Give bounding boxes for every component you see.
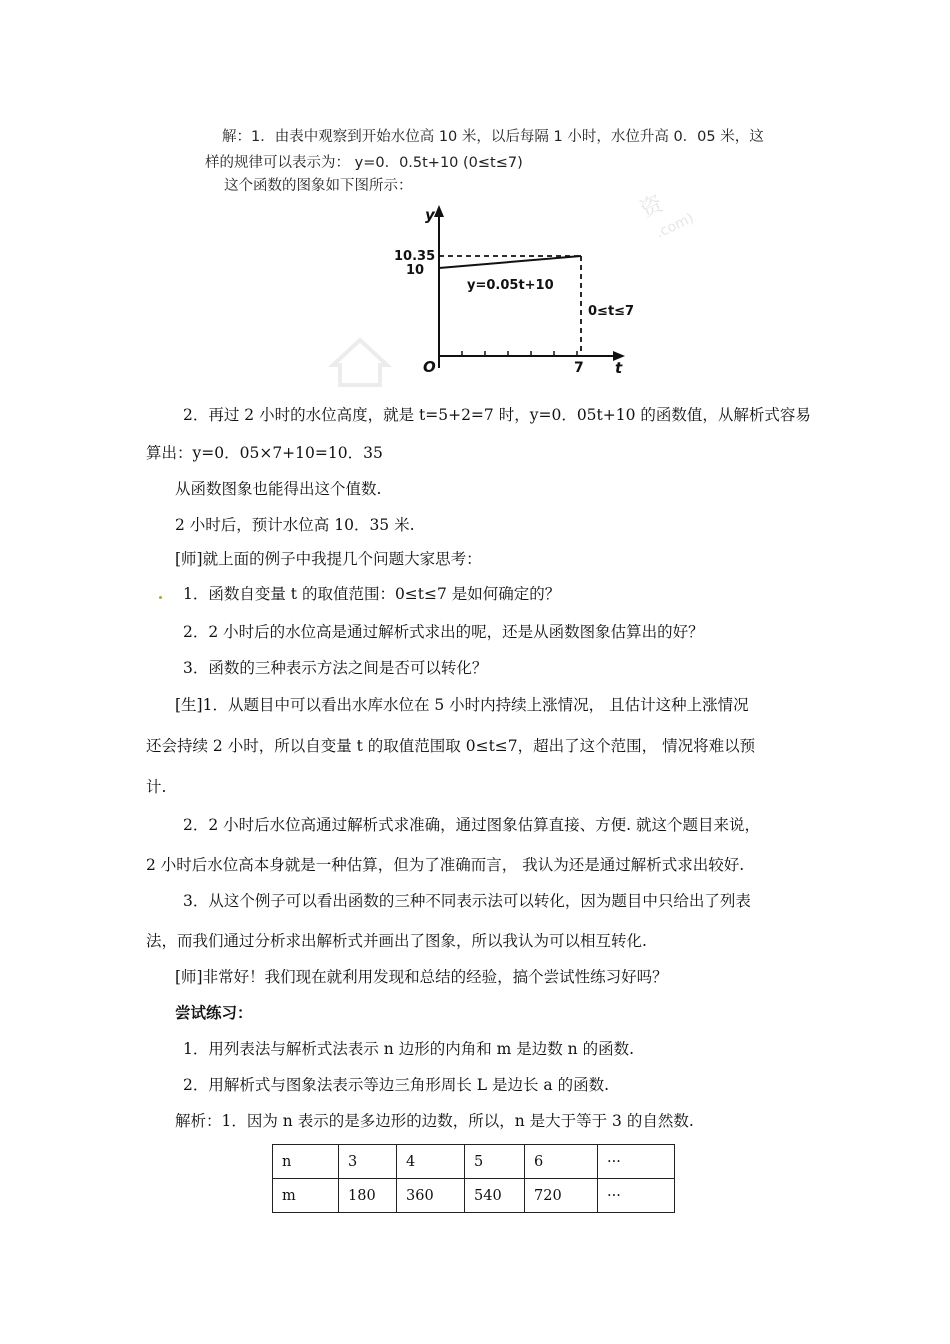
student-answer-3b: 法，而我们通过分析求出解析式并画出了图象，所以我认为可以相互转化. xyxy=(146,932,647,950)
function-line xyxy=(439,256,581,268)
table-cell: m xyxy=(273,1179,339,1213)
question-3: 3．函数的三种表示方法之间是否可以转化？ xyxy=(183,659,488,677)
question-1: 1．函数自变量 t 的取值范围：0≤t≤7 是如何确定的？ xyxy=(183,585,561,603)
table-cell: 720 xyxy=(525,1179,598,1213)
tick-label-10.35: 10.35 xyxy=(394,249,436,264)
solution-line-1: 解：1．由表中观察到开始水位高 10 米，以后每隔 1 小时，水位升高 0．05 米，这 xyxy=(222,129,764,145)
table-row xyxy=(273,1145,675,1179)
watermark-text: 资 xyxy=(636,191,668,224)
table-cell: n xyxy=(273,1145,339,1179)
table-cell: 5 xyxy=(465,1145,525,1179)
table-cell: ··· xyxy=(598,1145,675,1179)
y-axis-label: y xyxy=(425,206,435,224)
paragraph-2: 从函数图象也能得出这个值数. xyxy=(175,480,382,498)
table-cell: 180 xyxy=(339,1179,397,1213)
solution-line-3: 这个函数的图象如下图所示： xyxy=(224,178,413,194)
tick-label-7: 7 xyxy=(574,360,584,376)
student-answer-3a: 3．从这个例子可以看出函数的三种不同表示法可以转化，因为题目中只给出了列表 xyxy=(183,892,751,910)
paragraph-3: 2 小时后，预计水位高 10．35 米. xyxy=(175,516,415,534)
table-cell: 360 xyxy=(397,1179,465,1213)
watermark-domain: .com) xyxy=(653,210,697,242)
student-answer-1c: 计. xyxy=(146,778,167,796)
analysis-1: 解析：1．因为 n 表示的是多边形的边数，所以，n 是大于等于 3 的自然数. xyxy=(175,1112,694,1130)
origin-label: O xyxy=(423,358,436,376)
table-cell: 6 xyxy=(525,1145,598,1179)
section-heading: 尝试练习： xyxy=(175,1003,253,1022)
student-answer-2a: 2．2 小时后水位高通过解析式求准确，通过图象估算直接、方便. 就这个题目来说， xyxy=(183,816,761,834)
table-row xyxy=(273,1179,675,1213)
y-axis-arrow-icon xyxy=(434,205,444,217)
teacher-remark: [师]非常好！我们现在就利用发现和总结的经验，搞个尝试性练习好吗？ xyxy=(175,968,668,986)
paragraph-4: [师]就上面的例子中我提几个问题大家思考： xyxy=(175,550,482,568)
paragraph-1a: 2．再过 2 小时的水位高度，就是 t=5+2=7 时，y=0．05t+10 的函数值，从解析式容易 xyxy=(183,406,811,424)
x-axis-label: t xyxy=(615,359,623,377)
table-cell: 4 xyxy=(397,1145,465,1179)
function-label: y=0.05t+10 xyxy=(467,278,554,293)
function-graph xyxy=(385,200,645,380)
student-answer-2b: 2 小时后水位高本身就是一种估算，但为了准确而言， 我认为还是通过解析式求出较好. xyxy=(146,856,745,874)
margin-mark xyxy=(159,596,162,599)
student-answer-1a: [生]1．从题目中可以看出水库水位在 5 小时内持续上涨情况， 且估计这种上涨情况 xyxy=(175,696,749,714)
student-answer-1b: 还会持续 2 小时，所以自变量 t 的取值范围取 0≤t≤7，超出了这个范围， 情况将难以预 xyxy=(146,737,756,755)
table-cell: 3 xyxy=(339,1145,397,1179)
question-2: 2．2 小时后的水位高是通过解析式求出的呢，还是从函数图象估算出的好？ xyxy=(183,623,704,641)
domain-label: 0≤t≤7 xyxy=(588,304,635,319)
exercise-1: 1．用列表法与解析式法表示 n 边形的内角和 m 是边数 n 的函数. xyxy=(183,1040,635,1058)
tick-label-10: 10 xyxy=(406,263,425,278)
table-cell: 540 xyxy=(465,1179,525,1213)
solution-line-2: 样的规律可以表示为： y=0．0.5t+10 (0≤t≤7) xyxy=(205,155,523,171)
paragraph-1b: 算出：y=0．05×7+10=10．35 xyxy=(146,444,383,462)
exercise-2: 2．用解析式与图象法表示等边三角形周长 L 是边长 a 的函数. xyxy=(183,1076,610,1094)
polygon-angle-table xyxy=(272,1144,675,1213)
table-cell: ··· xyxy=(598,1179,675,1213)
